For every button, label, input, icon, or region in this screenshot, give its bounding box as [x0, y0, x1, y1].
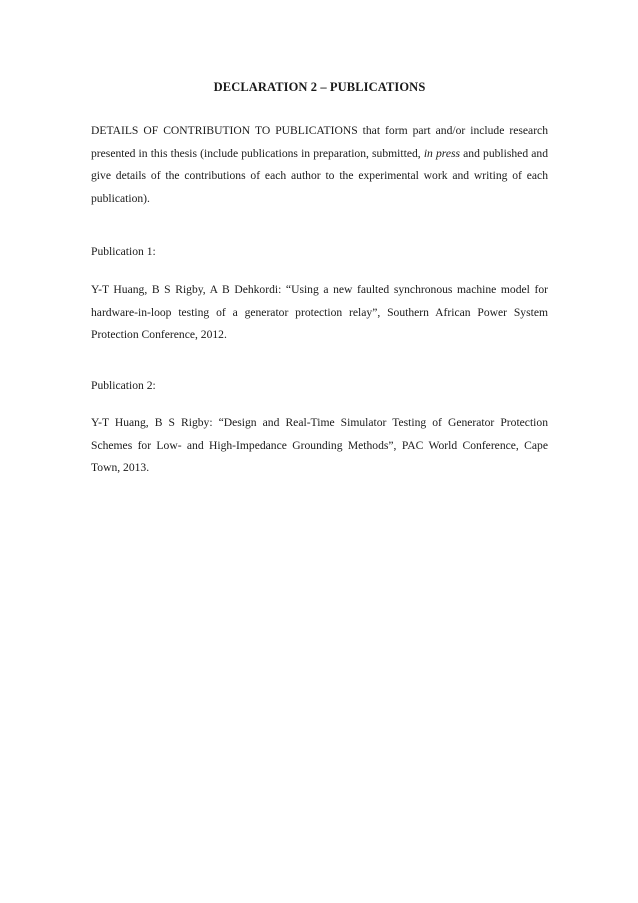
intro-paragraph	[91, 120, 548, 210]
intro-text-end: and published and give details of the contributions of each author to the experimental work and writing of each publication).	[91, 146, 548, 205]
page-title: DECLARATION 2 – PUBLICATIONS	[213, 80, 426, 94]
publication-2-heading: Publication 2:	[91, 379, 156, 392]
publication-1-heading: Publication 1:	[91, 245, 156, 258]
intro-italic-term: in press	[423, 146, 461, 160]
intro-text-start: DETAILS OF CONTRIBUTION TO PUBLICATIONS that form part and/or include research presented in this thesis (include publications in preparation, submitted,	[91, 124, 548, 160]
publication-1-citation: Y-T Huang, B S Rigby, A B Dehkordi: “Using a new faulted synchronous machine model for hardware-in-loop testing of a generator protection relay”, Southern African Power System Protection Conference, 2012.	[91, 283, 548, 342]
publication-2-citation: Y-T Huang, B S Rigby: “Design and Real-Time Simulator Testing of Generator Protection Schemes for Low- and High-Impedance Grounding Methods”, PAC World Conference, Cape Town, 2013.	[91, 416, 548, 475]
